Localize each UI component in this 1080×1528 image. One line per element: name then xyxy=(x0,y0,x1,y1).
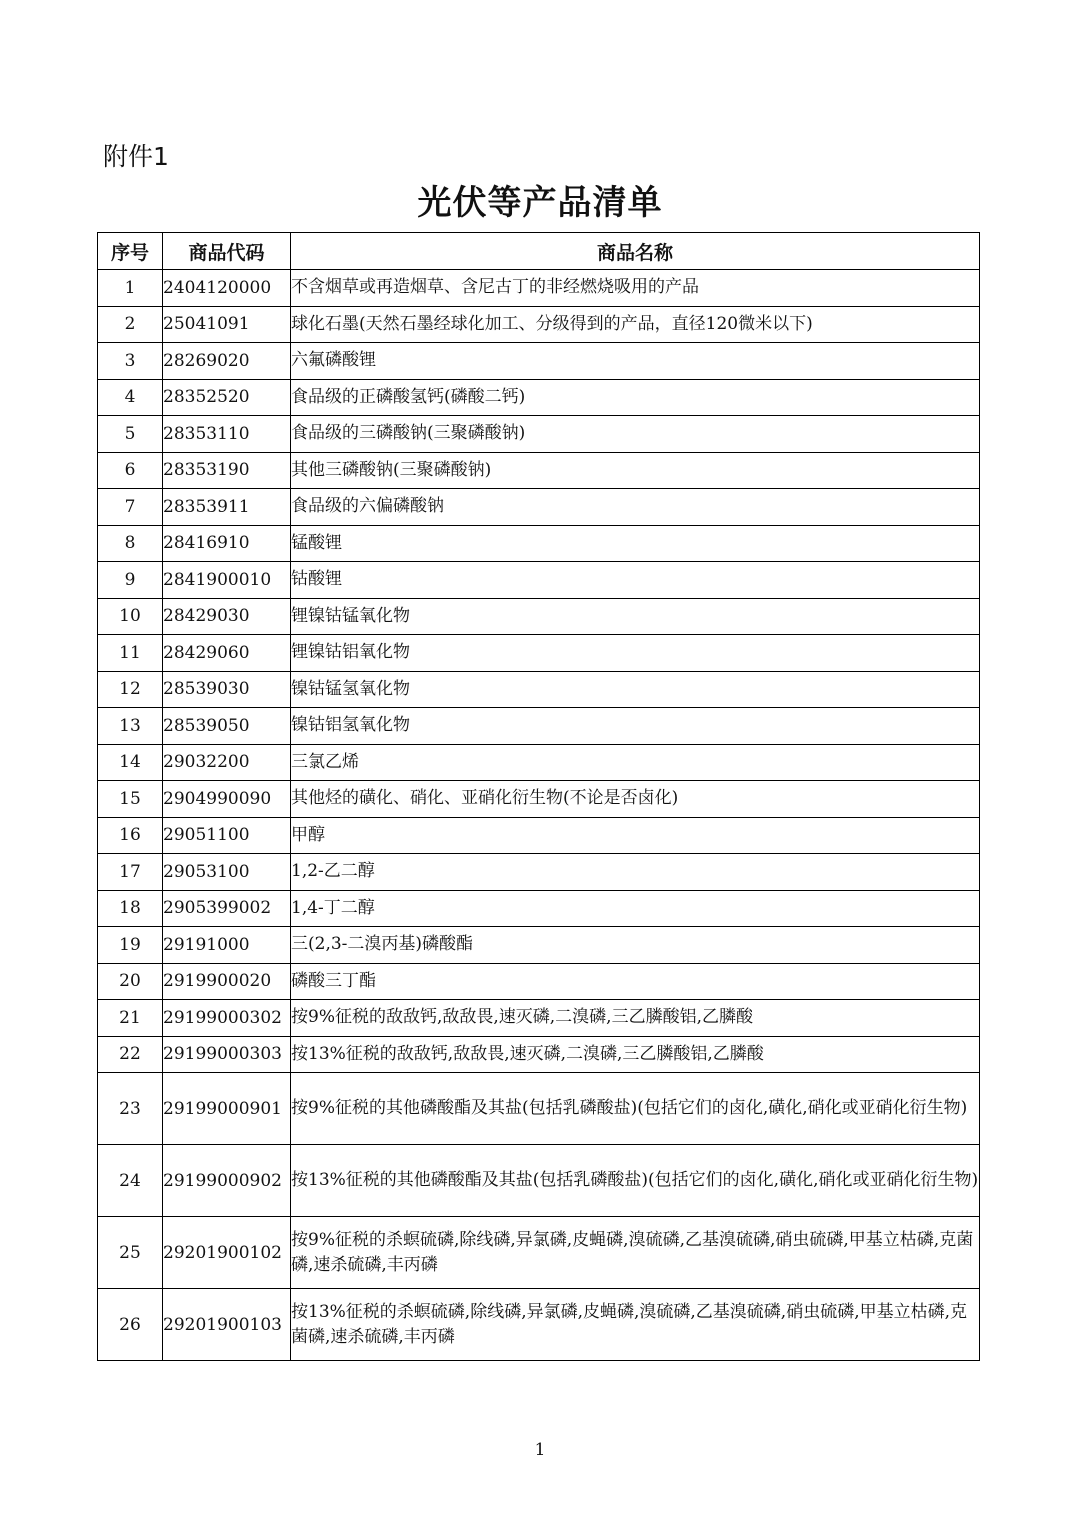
product-code: 28269020 xyxy=(163,343,291,380)
table-row xyxy=(98,1145,980,1217)
row-number: 24 xyxy=(98,1145,163,1217)
product-name: 其他烃的磺化、硝化、亚硝化衍生物(不论是否卤化) xyxy=(291,781,980,818)
product-name: 磷酸三丁酯 xyxy=(291,963,980,1000)
row-number: 1 xyxy=(98,270,163,307)
table-row xyxy=(98,270,980,307)
product-name: 按13%征税的杀螟硫磷,除线磷,异氯磷,皮蝇磷,溴硫磷,乙基溴硫磷,硝虫硫磷,甲基立枯磷,克菌磷,速杀硫磷,丰丙磷 xyxy=(291,1289,980,1361)
product-name: 食品级的六偏磷酸钠 xyxy=(291,489,980,526)
product-code: 28353110 xyxy=(163,416,291,453)
table-row xyxy=(98,963,980,1000)
product-name: 按13%征税的其他磷酸酯及其盐(包括乳磷酸盐)(包括它们的卤化,磺化,硝化或亚硝化衍生物) xyxy=(291,1145,980,1217)
product-code: 29201900103 xyxy=(163,1289,291,1361)
table-row xyxy=(98,781,980,818)
table-row xyxy=(98,306,980,343)
product-code: 29191000 xyxy=(163,927,291,964)
row-number: 17 xyxy=(98,854,163,891)
table-row xyxy=(98,671,980,708)
table-row xyxy=(98,1289,980,1361)
row-number: 23 xyxy=(98,1073,163,1145)
row-number: 22 xyxy=(98,1036,163,1073)
product-code: 29199000901 xyxy=(163,1073,291,1145)
product-name: 三氯乙烯 xyxy=(291,744,980,781)
row-number: 3 xyxy=(98,343,163,380)
row-number: 21 xyxy=(98,1000,163,1037)
table-row xyxy=(98,744,980,781)
product-code: 28429060 xyxy=(163,635,291,672)
product-name: 不含烟草或再造烟草、含尼古丁的非经燃烧吸用的产品 xyxy=(291,270,980,307)
product-code: 2904990090 xyxy=(163,781,291,818)
page-number: 1 xyxy=(534,1440,546,1460)
product-code: 29199000902 xyxy=(163,1145,291,1217)
row-number: 4 xyxy=(98,379,163,416)
row-number: 10 xyxy=(98,598,163,635)
table-row xyxy=(98,1073,980,1145)
product-code: 28352520 xyxy=(163,379,291,416)
product-code: 28416910 xyxy=(163,525,291,562)
product-name: 镍钴锰氢氧化物 xyxy=(291,671,980,708)
product-code: 2905399002 xyxy=(163,890,291,927)
row-number: 2 xyxy=(98,306,163,343)
product-code: 29032200 xyxy=(163,744,291,781)
table-row xyxy=(98,452,980,489)
product-name: 六氟磷酸锂 xyxy=(291,343,980,380)
table-header-row xyxy=(98,233,980,270)
product-name: 按13%征税的敌敌钙,敌敌畏,速灭磷,二溴磷,三乙膦酸铝,乙膦酸 xyxy=(291,1036,980,1073)
table-row xyxy=(98,1036,980,1073)
product-name: 三(2,3-二溴丙基)磷酸酯 xyxy=(291,927,980,964)
product-name: 球化石墨(天然石墨经球化加工、分级得到的产品，直径120微米以下) xyxy=(291,306,980,343)
table-row xyxy=(98,708,980,745)
row-number: 13 xyxy=(98,708,163,745)
column-header-name: 商品名称 xyxy=(291,233,980,270)
row-number: 9 xyxy=(98,562,163,599)
row-number: 18 xyxy=(98,890,163,927)
product-code: 29199000302 xyxy=(163,1000,291,1037)
product-code: 28429030 xyxy=(163,598,291,635)
product-code: 29051100 xyxy=(163,817,291,854)
table-row xyxy=(98,817,980,854)
table-row xyxy=(98,1000,980,1037)
product-name: 1,4-丁二醇 xyxy=(291,890,980,927)
table-row xyxy=(98,343,980,380)
table-row xyxy=(98,927,980,964)
product-code: 29199000303 xyxy=(163,1036,291,1073)
product-name: 其他三磷酸钠(三聚磷酸钠) xyxy=(291,452,980,489)
table-row xyxy=(98,598,980,635)
product-name: 镍钴铝氢氧化物 xyxy=(291,708,980,745)
product-code: 2404120000 xyxy=(163,270,291,307)
row-number: 5 xyxy=(98,416,163,453)
row-number: 20 xyxy=(98,963,163,1000)
product-name: 钴酸锂 xyxy=(291,562,980,599)
product-code: 29201900102 xyxy=(163,1217,291,1289)
row-number: 25 xyxy=(98,1217,163,1289)
product-name: 锂镍钴锰氧化物 xyxy=(291,598,980,635)
table-row xyxy=(98,489,980,526)
attachment-label: 附件1 xyxy=(103,142,169,171)
row-number: 19 xyxy=(98,927,163,964)
document-title: 光伏等产品清单 xyxy=(417,183,663,223)
product-code: 28353911 xyxy=(163,489,291,526)
table-row xyxy=(98,562,980,599)
table-row xyxy=(98,854,980,891)
column-header-no: 序号 xyxy=(98,233,163,270)
table-row xyxy=(98,1217,980,1289)
table-row xyxy=(98,379,980,416)
product-code: 2841900010 xyxy=(163,562,291,599)
product-code: 28539050 xyxy=(163,708,291,745)
table-row xyxy=(98,890,980,927)
row-number: 15 xyxy=(98,781,163,818)
product-name: 按9%征税的敌敌钙,敌敌畏,速灭磷,二溴磷,三乙膦酸铝,乙膦酸 xyxy=(291,1000,980,1037)
row-number: 16 xyxy=(98,817,163,854)
column-header-code: 商品代码 xyxy=(163,233,291,270)
product-name: 按9%征税的杀螟硫磷,除线磷,异氯磷,皮蝇磷,溴硫磷,乙基溴硫磷,硝虫硫磷,甲基立枯磷,克菌磷,速杀硫磷,丰丙磷 xyxy=(291,1217,980,1289)
product-name: 锂镍钴铝氧化物 xyxy=(291,635,980,672)
product-name: 锰酸锂 xyxy=(291,525,980,562)
product-name: 食品级的三磷酸钠(三聚磷酸钠) xyxy=(291,416,980,453)
row-number: 12 xyxy=(98,671,163,708)
row-number: 6 xyxy=(98,452,163,489)
product-code: 28353190 xyxy=(163,452,291,489)
table-row xyxy=(98,525,980,562)
table-row xyxy=(98,635,980,672)
row-number: 11 xyxy=(98,635,163,672)
product-code: 29053100 xyxy=(163,854,291,891)
product-code: 28539030 xyxy=(163,671,291,708)
product-code: 2919900020 xyxy=(163,963,291,1000)
product-code: 25041091 xyxy=(163,306,291,343)
product-name: 按9%征税的其他磷酸酯及其盐(包括乳磷酸盐)(包括它们的卤化,磺化,硝化或亚硝化衍生物) xyxy=(291,1073,980,1145)
row-number: 14 xyxy=(98,744,163,781)
product-name: 甲醇 xyxy=(291,817,980,854)
row-number: 8 xyxy=(98,525,163,562)
table-row xyxy=(98,416,980,453)
row-number: 7 xyxy=(98,489,163,526)
product-table xyxy=(97,232,980,1361)
row-number: 26 xyxy=(98,1289,163,1361)
product-name: 1,2-乙二醇 xyxy=(291,854,980,891)
product-name: 食品级的正磷酸氢钙(磷酸二钙) xyxy=(291,379,980,416)
